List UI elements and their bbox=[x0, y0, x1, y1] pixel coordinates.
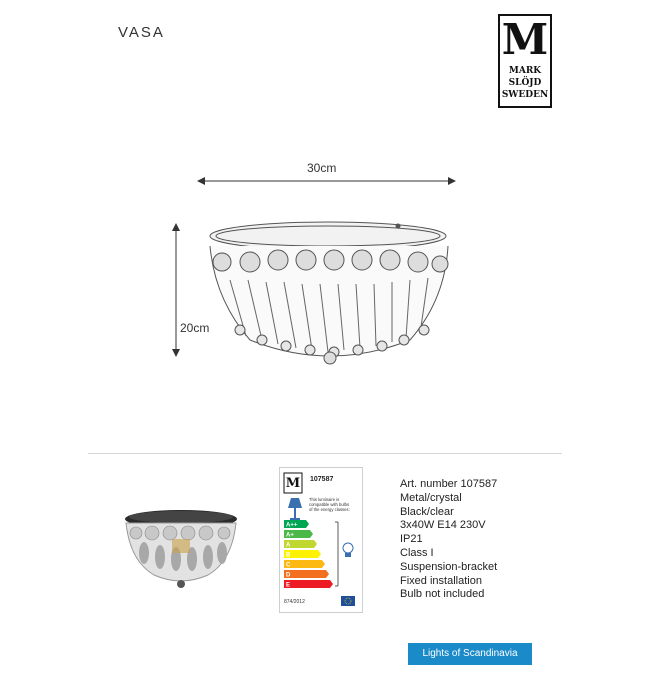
energy-label bbox=[279, 467, 363, 613]
compat-line-1: This luminaire is bbox=[309, 497, 340, 502]
class-label-1: A+ bbox=[286, 532, 294, 539]
spec-line: Art. number 107587 bbox=[400, 478, 498, 490]
label-regulation: 874/2012 bbox=[284, 599, 305, 605]
height-label: 20cm bbox=[180, 321, 210, 335]
spec-line: IP21 bbox=[400, 533, 423, 546]
class-label-0: A++ bbox=[286, 522, 298, 529]
section-divider bbox=[88, 453, 562, 454]
compatibility-text bbox=[309, 497, 350, 513]
brand-line-3: SWEDEN bbox=[501, 90, 549, 100]
spec-line: Suspension-bracket bbox=[400, 560, 498, 573]
brand-line-2: SLÖJD bbox=[508, 78, 542, 88]
spec-list bbox=[400, 478, 497, 602]
spec-line: Metal/crystal bbox=[400, 491, 462, 504]
bulb-icon bbox=[343, 543, 353, 557]
label-article-no: 107587 bbox=[310, 476, 334, 483]
class-label-6: E bbox=[286, 582, 291, 588]
product-title: VASA bbox=[118, 24, 165, 41]
brand-mark: M bbox=[501, 15, 549, 64]
svg-text:M: M bbox=[285, 476, 301, 491]
class-label-3: B bbox=[286, 552, 291, 559]
spec-line: Bulb not included bbox=[400, 588, 485, 601]
compat-line-3: of the energy classes: bbox=[309, 507, 350, 513]
spec-line: Fixed installation bbox=[400, 574, 482, 587]
compat-line-2: compatible with bulbs bbox=[309, 502, 350, 508]
class-label-5: D bbox=[286, 572, 291, 579]
product-photo bbox=[118, 505, 244, 589]
class-label-4: C bbox=[286, 562, 291, 569]
class-label-2: A bbox=[286, 542, 291, 549]
spec-line: Black/clear bbox=[400, 505, 454, 518]
spec-line: 3x40W E14 230V bbox=[400, 519, 486, 532]
width-label: 30cm bbox=[307, 161, 337, 175]
eu-flag-icon bbox=[341, 596, 355, 606]
brand-line-1: MARK bbox=[508, 66, 542, 76]
spec-line: Class I bbox=[400, 546, 434, 559]
label-logo-icon bbox=[283, 472, 303, 494]
energy-class-scale bbox=[284, 518, 360, 588]
lamp-sketch bbox=[210, 222, 448, 364]
footer-banner: Lights of Scandinavia bbox=[408, 643, 532, 665]
